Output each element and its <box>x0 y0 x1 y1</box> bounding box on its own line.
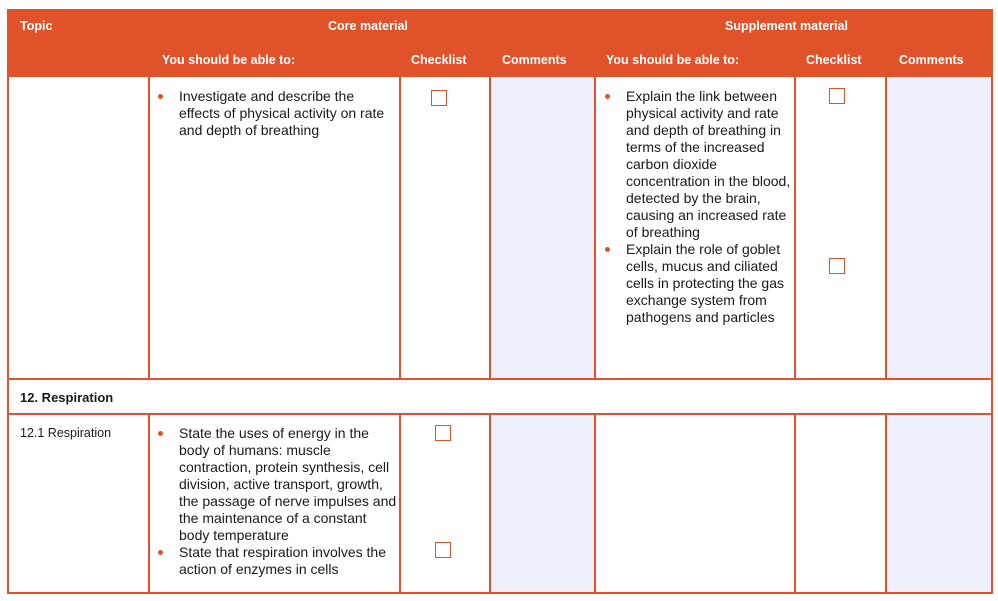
table-frame <box>7 75 993 594</box>
column-divider <box>594 414 596 592</box>
column-divider <box>399 77 401 379</box>
column-divider <box>885 77 887 379</box>
column-divider <box>148 77 150 379</box>
list-item: Explain the role of goblet cells, mucus and ciliated cells in protecting the gas exchange system from pathogens and particles <box>603 241 793 326</box>
bullet-icon <box>158 431 163 436</box>
column-divider <box>489 414 491 592</box>
row1-supp-list <box>603 88 793 326</box>
header-supp-comments: Comments <box>899 53 964 67</box>
row-divider <box>7 413 993 415</box>
header-topic: Topic <box>20 19 53 33</box>
header-core-you-should: You should be able to: <box>162 53 296 67</box>
row2-core-list <box>156 425 398 578</box>
table-header <box>7 9 993 77</box>
row1-supp-checkbox-2[interactable] <box>829 258 845 274</box>
row1-core-checkbox-1[interactable] <box>431 90 447 106</box>
row2-core-checkbox-1[interactable] <box>435 425 451 441</box>
header-supp-checklist: Checklist <box>806 53 862 67</box>
bullet-icon <box>158 550 163 555</box>
bullet-icon <box>158 94 163 99</box>
column-divider <box>885 414 887 592</box>
column-divider <box>399 414 401 592</box>
bullet-icon <box>605 94 610 99</box>
section-title: 12. Respiration <box>20 390 114 405</box>
column-divider <box>148 414 150 592</box>
column-divider <box>794 414 796 592</box>
row2-core-checkbox-2[interactable] <box>435 542 451 558</box>
list-item: State that respiration involves the action of enzymes in cells <box>156 544 398 578</box>
list-item: Investigate and describe the effects of physical activity on rate and depth of breathing <box>156 88 398 139</box>
column-divider <box>489 77 491 379</box>
header-supplement-material: Supplement material <box>725 19 848 33</box>
list-item: Explain the link between physical activity and rate and depth of breathing in terms of the increased carbon dioxide concentration in the blood, detected by the brain, causing an increased rate of breathing <box>603 88 793 241</box>
syllabus-checklist-table <box>7 9 993 594</box>
header-supp-you-should: You should be able to: <box>606 53 740 67</box>
header-core-comments: Comments <box>502 53 567 67</box>
row1-supp-checkbox-1[interactable] <box>829 88 845 104</box>
list-item: State the uses of energy in the body of humans: muscle contraction, protein synthesis, cell division, active transport, growth, the passage of nerve impulses and the maintenance of a constant body temperature <box>156 425 398 544</box>
column-divider <box>794 77 796 379</box>
bullet-icon <box>605 247 610 252</box>
row-divider <box>7 378 993 380</box>
row2-topic: 12.1 Respiration <box>20 426 112 440</box>
header-core-checklist: Checklist <box>411 53 467 67</box>
row1-core-list <box>156 88 398 139</box>
header-core-material: Core material <box>328 19 408 33</box>
column-divider <box>594 77 596 379</box>
